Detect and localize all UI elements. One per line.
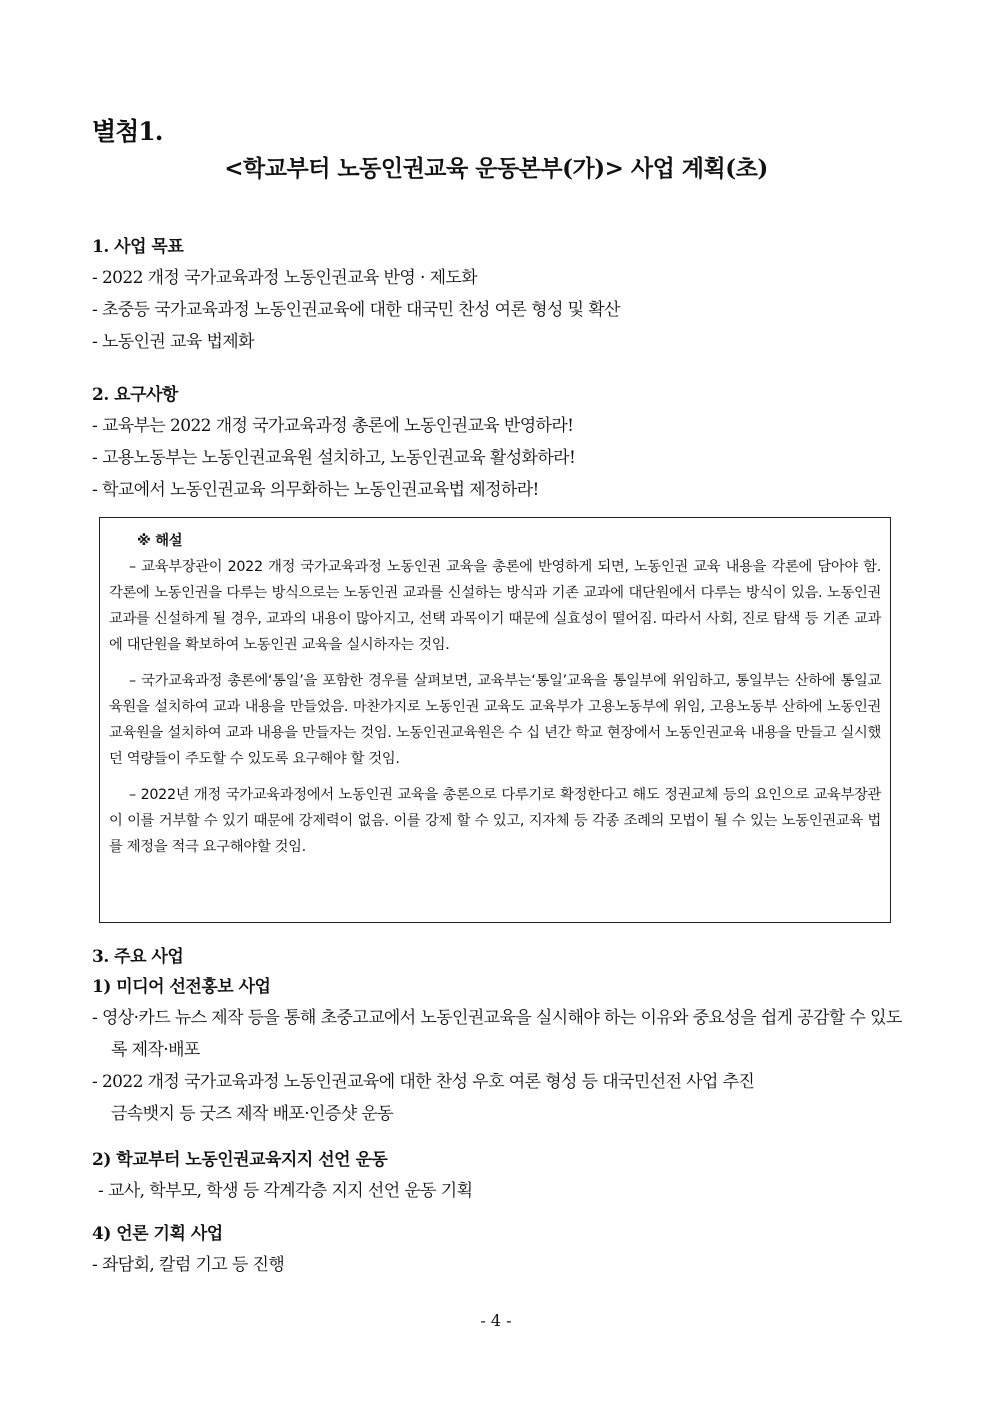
section-main-projects [92, 942, 902, 1130]
subsection-declaration [92, 1145, 902, 1207]
list-item: - 교사, 학부모, 학생 등 각계각층 지지 선언 운동 기획 [98, 1181, 473, 1201]
subsection-media [92, 1219, 902, 1281]
list-item-continuation: 금속뱃지 등 굿즈 제작 배포·인증샷 운동 [111, 1104, 393, 1124]
list-item: - 2022 개정 국가교육과정 노동인권교육에 대한 찬성 우호 여론 형성 등 대국민선전 사업 추진 [92, 1072, 755, 1092]
commentary-paragraph: – 국가교육과정 총론에‘통일’을 포함한 경우를 살펴보면, 교육부는‘통일’교육을 통일부에 위임하고, 통일부는 산하에 통일교육원을 설치하여 교과 내용을 만들었음. 마찬가지로 노동인권 교육도 교육부가 고용노동부에 위임, 고용노동부 산하에 노동인권교육원을 설치하여 교과 내용을 만들자는 것임. 노동인권교육원은 수 십 년간 학교 현장에서 노동인권교육 내용을 만들고 실시했던 역량들이 주도할 수 있도록 요구해야 할 것임. [109, 673, 881, 767]
commentary-paragraph: – 교육부장관이 2022 개정 국가교육과정 노동인권 교육을 총론에 반영하게 되면, 노동인권 교육 내용을 각론에 담아야 함. 각론에 노동인권을 다루는 방식으로는 노동인권 교과를 신설하는 방식과 기존 교과에 대단원에서 다루는 방식이 있음. 노동인권 교과를 신설하게 될 경우, 교과의 내용이 많아지고, 선택 과목이기 때문에 실효성이 떨어짐. 따라서 사회, 진로 탐색 등 기존 교과에 대단원을 확보하여 노동인권 교육을 실시하자는 것임. [109, 559, 881, 653]
page-number: - 4 - [480, 1311, 512, 1330]
list-item: - 초중등 국가교육과정 노동인권교육에 대한 대국민 찬성 여론 형성 및 확산 [92, 300, 620, 320]
commentary-box [99, 517, 891, 923]
subsection-heading: 1) 미디어 선전홍보 사업 [92, 977, 271, 997]
list-item: - 고용노동부는 노동인권교육원 설치하고, 노동인권교육 활성화하라! [92, 448, 576, 468]
document-title: <학교부터 노동인권교육 운동본부(가)> 사업 계획(초) [224, 155, 768, 182]
list-item: - 좌담회, 칼럼 기고 등 진행 [92, 1255, 285, 1275]
list-item: - 2022 개정 국가교육과정 노동인권교육 반영 · 제도화 [92, 268, 478, 288]
subsection-heading: 2) 학교부터 노동인권교육지지 선언 운동 [92, 1150, 388, 1170]
attachment-label: 별첨1. [92, 117, 163, 146]
subsection-heading: 4) 언론 기획 사업 [92, 1224, 223, 1244]
section-heading: 3. 주요 사업 [92, 947, 184, 967]
commentary-heading: ※ 해설 [137, 533, 183, 549]
list-item: - 영상·카드 뉴스 제작 등을 통해 초중고교에서 노동인권교육을 실시해야 하는 이유와 중요성을 쉽게 공감할 수 있도록 제작·배포 [92, 1008, 902, 1060]
list-item: - 학교에서 노동인권교육 의무화하는 노동인권교육법 제정하라! [92, 480, 539, 500]
list-item: - 교육부는 2022 개정 국가교육과정 총론에 노동인권교육 반영하라! [92, 416, 574, 436]
section-demands [92, 380, 902, 506]
section-goals [92, 232, 902, 358]
commentary-paragraph: – 2022년 개정 국가교육과정에서 노동인권 교육을 총론으로 다루기로 확정한다고 해도 정권교체 등의 요인으로 교육부장관이 이를 거부할 수 있기 때문에 강제력이 없음. 이를 강제 할 수 있고, 지자체 등 각종 조례의 모법이 될 수 있는 노동인권교육 법를 제정을 적극 요구해야할 것임. [109, 787, 881, 855]
list-item: - 노동인권 교육 법제화 [92, 332, 254, 352]
section-heading: 2. 요구사항 [92, 385, 178, 405]
section-heading: 1. 사업 목표 [92, 237, 184, 257]
